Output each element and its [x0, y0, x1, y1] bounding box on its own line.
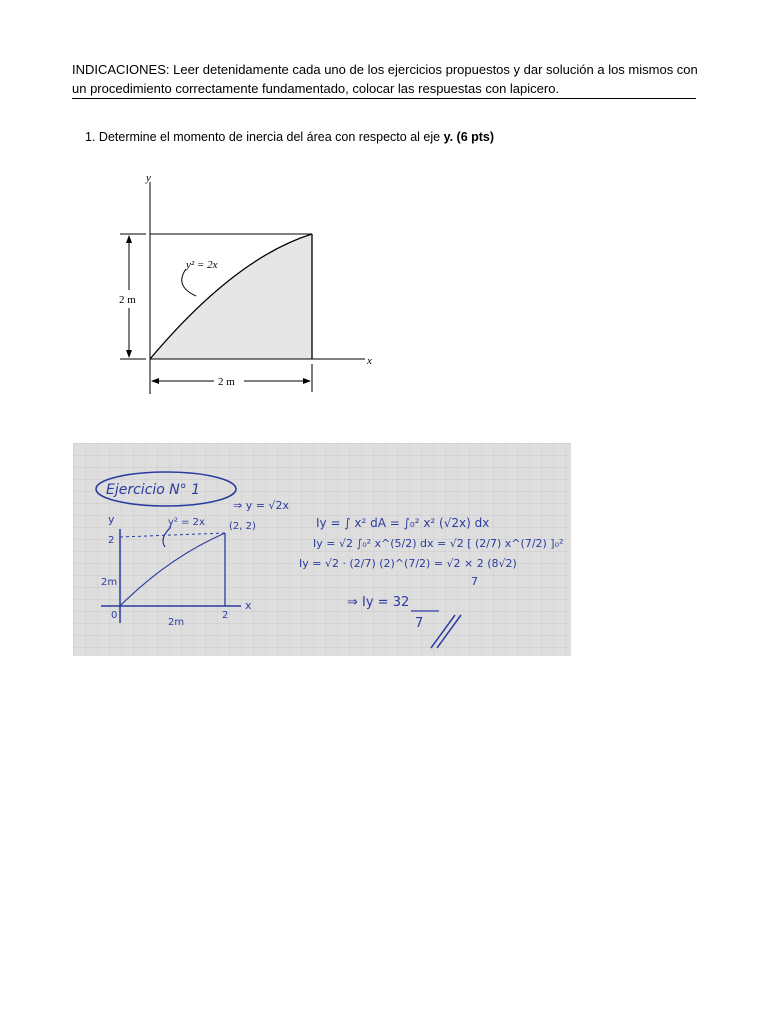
question-number: 1. [85, 130, 96, 144]
sketch-side-label: 2m [101, 577, 118, 588]
question-text: Determine el momento de inercia del área con respecto al eje [98, 130, 441, 144]
instructions [72, 60, 698, 98]
question-1 [85, 130, 494, 144]
sketch-origin: 0 [111, 610, 118, 621]
height-label: 2 m [119, 294, 136, 306]
question-axis: y. [443, 130, 454, 144]
answer-bottom: 7 [415, 616, 424, 631]
sketch-y-label: y [108, 513, 115, 526]
width-label: 2 m [218, 376, 235, 388]
x-axis-label: x [367, 355, 372, 367]
equation-line-2: Iy = √2 ∫₀² x^(5/2) dx = √2 [ (2/7) x^(7/2) ]₀² [313, 537, 564, 550]
title: Ejercicio N° 1 [106, 482, 201, 498]
y-axis-label: y [146, 172, 151, 184]
handwritten-solution-photo [73, 443, 571, 656]
sketch-curve-eq: y² = 2x [168, 517, 205, 528]
width-arrow-right [303, 378, 311, 384]
curve-leader [182, 269, 196, 296]
width-arrow-left [151, 378, 159, 384]
equation-line-1: Iy = ∫ x² dA = ∫₀² x² (√2x) dx [316, 516, 490, 530]
question-points: (6 pts) [456, 130, 495, 144]
sketch-point: (2, 2) [229, 521, 256, 532]
equation-line-3a: Iy = √2 · (2/7) (2)^(7/2) = √2 × 2 (8√2) [299, 557, 517, 570]
sketch-x-label: x [245, 599, 252, 612]
height-arrow-top [126, 235, 132, 243]
instructions-label: INDICACIONES: [72, 62, 170, 77]
separator-line [72, 98, 696, 99]
instructions-text: Leer detenidamente cada uno de los ejercicios propuestos y dar solución a los mismos con un procedimiento correctamente fundamentado, colocar las respuestas con lapicero. [72, 62, 698, 96]
sketch-tick-x: 2 [222, 610, 229, 621]
shaded-area [150, 234, 312, 359]
curve-label: y² = 2x [186, 259, 218, 271]
sketch-tick-y: 2 [108, 535, 115, 546]
height-arrow-bottom [126, 350, 132, 358]
equation-line-3b: 7 [471, 575, 478, 588]
answer-top: ⇒ Iy = 32 [347, 595, 410, 610]
curve-note: ⇒ y = √2x [233, 499, 289, 512]
sketch-base-label: 2m [168, 617, 185, 628]
area-diagram [110, 168, 390, 403]
